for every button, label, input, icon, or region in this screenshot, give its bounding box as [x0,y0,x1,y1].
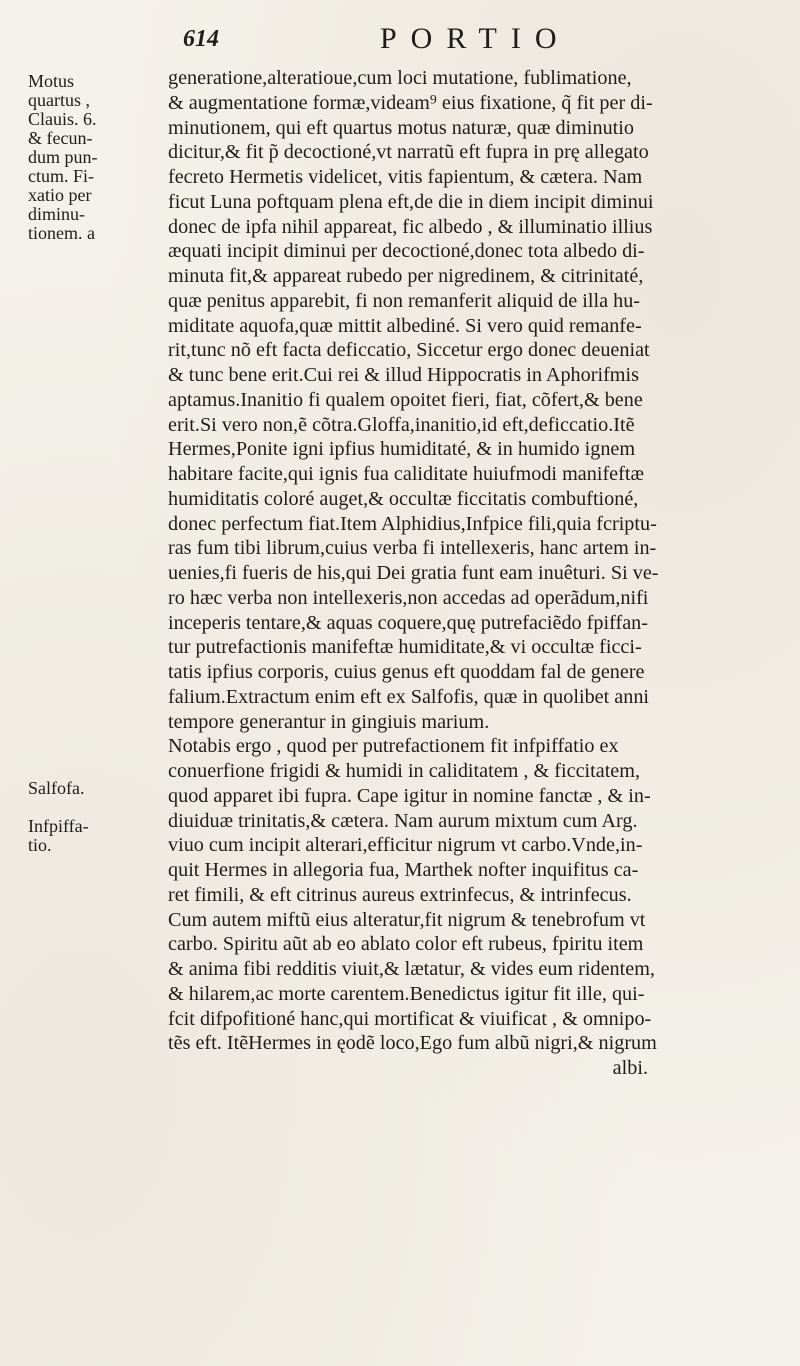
running-title: PORTIO [380,22,571,55]
text-line: albi. [612,1057,648,1079]
margin-note-line: Salfofa. [28,778,85,798]
text-line: quod apparet ibi fupra. Cape igitur in nomine fanctæ , & in- [168,784,651,807]
text-line: tur putrefactionis manifeftæ humiditate,& vi occultæ ficci- [168,636,642,659]
text-line: conuerfione frigidi & humidi in caliditatem , & ficcitatem, [168,760,641,782]
text-line: falium.Extractum enim eft ex Salfofis, quæ in quolibet anni [168,685,650,708]
text-line: Cum autem miftũ eius alteratur,fit nigrum & tenebrofum vt [168,908,646,931]
text-line: quæ penitus apparebit, fi non remanferit aliquid de illa hu- [168,289,641,312]
margin-note-line: diminu- [28,204,85,224]
text-line: & tunc bene erit.Cui rei & illud Hippocratis in Aphorifmis [168,364,639,386]
text-line: tẽs eft. ItẽHermes in ęodẽ loco,Ego fum albũ nigri,& nigrum [168,1032,657,1055]
margin-note-line: xatio per [28,185,92,205]
text-line: generatione,alteratioue,cum loci mutatione, fublimatione, [168,67,632,89]
page-number: 614 [183,26,219,52]
margin-note-line: & fecun- [28,128,93,148]
text-line: tatis ipfius corporis, cuius genus eft quoddam fal de genere [168,661,645,683]
text-line: tempore generantur in gingiuis marium. [168,710,490,733]
text-line: minutionem, qui eft quartus motus naturæ, quæ diminutio [168,116,634,139]
text-line: ret fimili, & eft citrinus aureus extrinfecus, & intrinfecus. [168,883,632,906]
text-line: fcit difpofitioné hanc,qui mortificat & viuificat , & omnipo- [168,1007,652,1030]
text-line: uenies,fi fueris de his,qui Dei gratia funt eam inuêturi. Si ve- [168,562,659,584]
text-line: fecreto Hermetis videlicet, vitis fapientum, & cætera. Nam [168,166,643,188]
margin-note-line: tio. [28,835,52,855]
text-line: dicitur,& fit p̃ decoctioné,vt narratũ eft fupra in prę allegato [168,141,649,164]
text-line: æquati incipit diminui per decoctioné,donec tota albedo di- [168,240,645,263]
margin-note-line: dum pun- [28,147,98,167]
text-line: minuta fit,& appareat rubedo per nigredinem, & citrinitaté, [168,265,644,287]
text-line: diuiduæ trinitatis,& cætera. Nam aurum mixtum cum Arg. [168,809,638,832]
main-text-block [168,66,768,1081]
text-line: rit,tunc nõ eft facta deficcatio, Siccetur ergo donec deueniat [168,339,650,362]
text-line: erit.Si vero non,ẽ cõtra.Gloffa,inanitio,id eft,deficcatio.Itẽ [168,413,635,436]
text-line: & hilarem,ac morte carentem.Benedictus igitur fit ille, qui- [168,982,645,1005]
text-line: ras fum tibi librum,cuius verba fi intellexeris, hanc artem in- [168,537,657,560]
text-line: humiditatis coloré auget,& occultæ ficcitatis combuftioné, [168,487,639,510]
text-line: inceperis tentare,& aquas coquere,quę putrefaciẽdo fpiffan- [168,611,648,634]
margin-note-line: Motus [28,71,75,91]
text-line: ro hæc verba non intellexeris,non accedas ad operãdum,nifi [168,586,649,609]
margin-note-line: quartus , [28,90,90,110]
margin-note-salfosa [28,779,84,798]
margin-note-line: Clauis. 6. [28,109,97,129]
text-line: donec perfectum fiat.Item Alphidius,Infpice fili,quia fcriptu- [168,512,657,535]
text-line: quit Hermes in allegoria fua, Marthek nofter inquifitus ca- [168,859,639,881]
text-line: Notabis ergo , quod per putrefactionem fit infpiffatio ex [168,735,619,758]
text-line: viuo cum incipit alterari,efficitur nigrum vt carbo.Vnde,in- [168,834,643,857]
text-line: donec de ipfa nihil appareat, fic albedo , & illuminatio illius [168,215,653,238]
text-line: & anima fibi redditis viuit,& lætatur, & vides eum ridentem, [168,958,655,980]
margin-note-line: ctum. Fi- [28,166,94,186]
text-line: & augmentatione formæ,videam⁹ eius fixatione, q̃ fit per di- [168,91,653,114]
margin-note-inspissatio [28,817,89,855]
margin-note-line: tionem. a [28,223,95,243]
text-line: carbo. Spiritu aũt ab eo ablato color eft rubeus, fpiritu item [168,933,644,956]
text-line: aptamus.Inanitio fi qualem opoitet fieri, fiat, cõfert,& bene [168,388,643,411]
margin-note-motus-quartus [28,72,98,243]
text-line: miditate aquofa,quæ mittit albediné. Si vero quid remanfe- [168,314,642,337]
text-line: ficut Luna poftquam plena eft,de die in diem incipit diminui [168,190,654,213]
margin-note-line: Infpiffa- [28,816,89,836]
text-line: Hermes,Ponite igni ipfius humiditaté, & in humido ignem [168,438,636,461]
text-line: habitare facite,qui ignis fua caliditate huiufmodi manifeftæ [168,463,644,485]
page-header [0,18,800,58]
